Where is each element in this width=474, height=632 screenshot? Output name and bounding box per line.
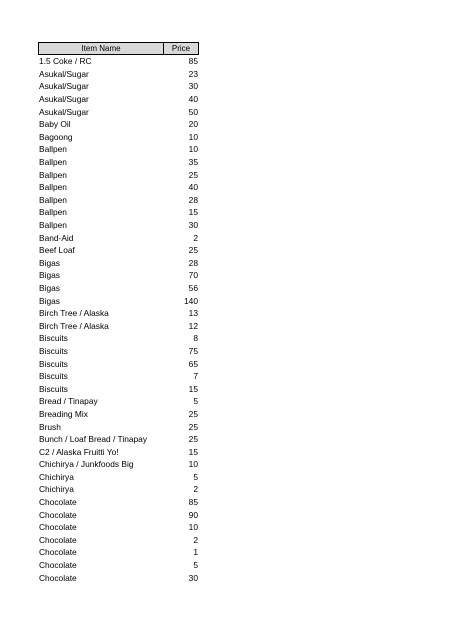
price-cell: 35 [188, 157, 198, 168]
price-cell: 2 [193, 232, 198, 243]
price-cell: 5 [193, 471, 198, 482]
price-table [38, 42, 199, 584]
price-cell: 8 [193, 333, 198, 344]
table-row [38, 559, 199, 572]
price-cell: 85 [188, 497, 198, 508]
table-row [38, 332, 199, 345]
item-name-cell: Chichirya [39, 471, 74, 482]
price-cell: 2 [193, 484, 198, 495]
price-cell: 30 [188, 220, 198, 231]
price-cell: 15 [188, 207, 198, 218]
table-row [38, 181, 199, 194]
table-row [38, 80, 199, 93]
item-name-cell: Bigas [39, 295, 60, 306]
table-row [38, 345, 199, 358]
price-cell: 25 [188, 169, 198, 180]
item-name-cell: Chocolate [39, 572, 77, 583]
price-cell: 40 [188, 182, 198, 193]
item-name-cell: Ballpen [39, 157, 67, 168]
item-name-cell: Asukal/Sugar [39, 68, 89, 79]
price-cell: 5 [193, 560, 198, 571]
price-cell: 25 [188, 421, 198, 432]
table-row [38, 496, 199, 509]
table-row [38, 382, 199, 395]
table-row [38, 143, 199, 156]
table-row [38, 408, 199, 421]
price-cell: 10 [188, 459, 198, 470]
item-name-cell: Bigas [39, 270, 60, 281]
item-name-cell: Ballpen [39, 207, 67, 218]
price-cell: 25 [188, 434, 198, 445]
price-cell: 10 [188, 131, 198, 142]
price-cell: 90 [188, 509, 198, 520]
table-row [38, 168, 199, 181]
table-row [38, 282, 199, 295]
price-cell: 25 [188, 408, 198, 419]
item-name-cell: Brush [39, 421, 61, 432]
table-row [38, 156, 199, 169]
item-name-cell: Chichirya / Junkfoods Big [39, 459, 134, 470]
item-name-cell: Chocolate [39, 509, 77, 520]
table-row [38, 194, 199, 207]
item-name-cell: Birch Tree / Alaska [39, 308, 109, 319]
price-header: Price [171, 44, 191, 53]
item-name-cell: Ballpen [39, 144, 67, 155]
table-row [38, 445, 199, 458]
price-cell: 75 [188, 345, 198, 356]
item-name-cell: Beef Loaf [39, 245, 75, 256]
item-name-header: Item Name [39, 43, 164, 54]
price-cell: 13 [188, 308, 198, 319]
item-name-cell: Ballpen [39, 182, 67, 193]
price-cell: 50 [188, 106, 198, 117]
price-cell: 28 [188, 257, 198, 268]
table-row [38, 370, 199, 383]
item-name-cell: Chocolate [39, 497, 77, 508]
item-name-cell: Chocolate [39, 560, 77, 571]
item-name-cell: Asukal/Sugar [39, 94, 89, 105]
price-cell: 23 [188, 68, 198, 79]
table-row [38, 508, 199, 521]
item-name-cell: Chocolate [39, 534, 77, 545]
item-name-cell: Band-Aid [39, 232, 74, 243]
price-cell: 15 [188, 446, 198, 457]
table-body [38, 55, 199, 584]
item-name-cell: Breading Mix [39, 408, 88, 419]
table-row [38, 55, 199, 68]
table-row [38, 257, 199, 270]
table-row [38, 319, 199, 332]
table-row [38, 206, 199, 219]
table-row [38, 546, 199, 559]
item-name-cell: Bagoong [39, 131, 73, 142]
item-name-cell: Biscuits [39, 333, 68, 344]
table-row [38, 483, 199, 496]
price-cell: 12 [188, 320, 198, 331]
item-name-cell: Biscuits [39, 383, 68, 394]
item-name-cell: Chocolate [39, 522, 77, 533]
price-cell: 20 [188, 119, 198, 130]
item-name-cell: Bigas [39, 257, 60, 268]
table-row [38, 118, 199, 131]
price-cell: 10 [188, 522, 198, 533]
item-name-cell: Birch Tree / Alaska [39, 320, 109, 331]
price-cell: 1 [193, 547, 198, 558]
table-row [38, 433, 199, 446]
item-name-cell: Biscuits [39, 371, 68, 382]
item-name-cell: Ballpen [39, 169, 67, 180]
item-name-cell: Asukal/Sugar [39, 106, 89, 117]
price-cell: 2 [193, 534, 198, 545]
price-cell: 30 [188, 81, 198, 92]
table-row [38, 294, 199, 307]
price-cell: 28 [188, 194, 198, 205]
table-row [38, 395, 199, 408]
item-name-cell: Baby Oil [39, 119, 71, 130]
price-cell: 65 [188, 358, 198, 369]
price-cell: 70 [188, 270, 198, 281]
item-name-cell: Bigas [39, 282, 60, 293]
table-row [38, 244, 199, 257]
price-cell: 15 [188, 383, 198, 394]
table-row [38, 471, 199, 484]
item-name-cell: Chocolate [39, 547, 77, 558]
item-name-cell: Bunch / Loaf Bread / Tinapay [39, 434, 148, 445]
price-cell: 7 [193, 371, 198, 382]
item-name-cell: Ballpen [39, 194, 67, 205]
item-name-cell: Biscuits [39, 358, 68, 369]
table-row [38, 269, 199, 282]
table-row [38, 534, 199, 547]
item-name-cell: 1.5 Coke / RC [39, 56, 92, 67]
table-row [38, 521, 199, 534]
price-cell: 25 [188, 245, 198, 256]
table-row [38, 131, 199, 144]
table-header [38, 42, 199, 55]
price-cell: 140 [184, 295, 198, 306]
table-row [38, 307, 199, 320]
price-cell: 5 [193, 396, 198, 407]
item-name-cell: C2 / Alaska Fruitti Yo! [39, 446, 119, 457]
price-cell: 10 [188, 144, 198, 155]
item-name-cell: Chichirya [39, 484, 74, 495]
price-cell: 85 [188, 56, 198, 67]
table-row [38, 93, 199, 106]
table-row [38, 357, 199, 370]
table-row [38, 420, 199, 433]
price-cell: 30 [188, 572, 198, 583]
table-row [38, 571, 199, 584]
item-name-cell: Ballpen [39, 220, 67, 231]
item-name-cell: Biscuits [39, 345, 68, 356]
table-row [38, 219, 199, 232]
item-name-cell: Asukal/Sugar [39, 81, 89, 92]
price-cell: 40 [188, 94, 198, 105]
price-cell: 56 [188, 282, 198, 293]
table-row [38, 231, 199, 244]
table-row [38, 458, 199, 471]
item-name-cell: Bread / Tinapay [39, 396, 98, 407]
table-row [38, 68, 199, 81]
table-row [38, 105, 199, 118]
